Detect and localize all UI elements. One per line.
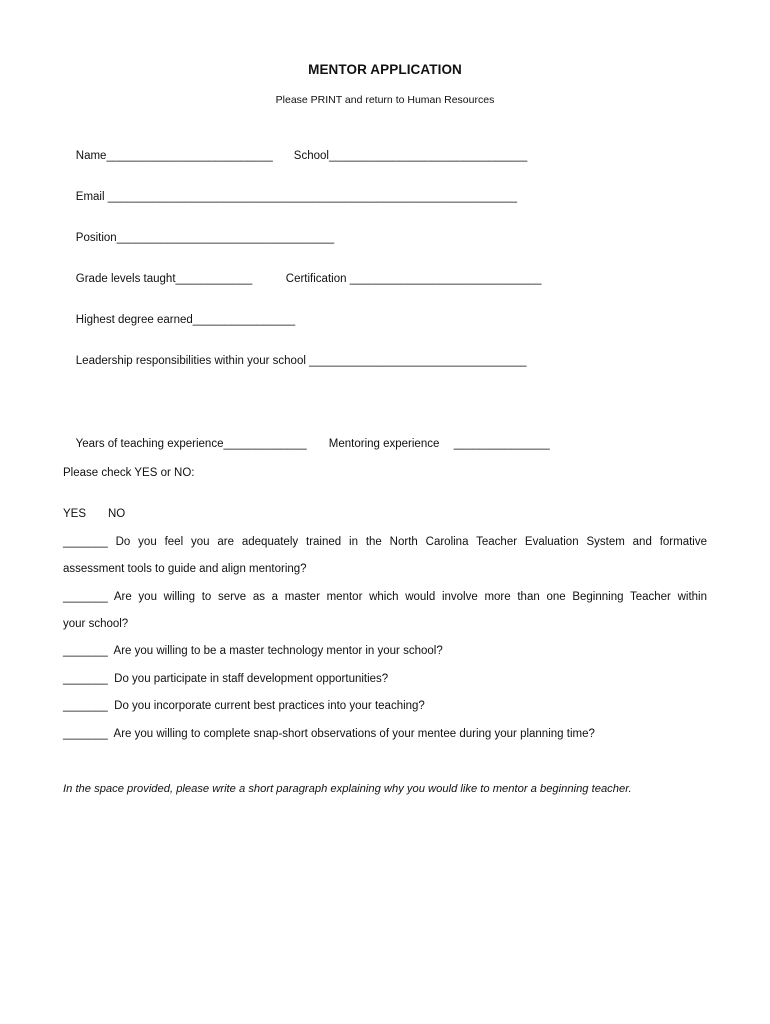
school-field-wrap <box>281 138 527 174</box>
leadership-field[interactable]: Leadership responsibilities within your school __________________________________ <box>75 355 527 367</box>
question-1-line-2: assessment tools to guide and align mentoring? <box>63 563 307 575</box>
name-school-row <box>63 138 273 174</box>
highest-degree-row <box>63 302 295 338</box>
email-field[interactable]: Email ________________________________________________________________ <box>75 191 518 203</box>
question-3[interactable]: _______ Are you willing to be a master technology mentor in your school? <box>63 645 443 657</box>
mentoring-experience-field[interactable]: _______________ <box>453 438 550 450</box>
mentoring-experience-blank-wrap <box>441 426 550 462</box>
essay-instruction: In the space provided, please write a short paragraph explaining why you would like to mentor a beginning teacher. <box>63 783 632 795</box>
grade-levels-field[interactable]: Grade levels taught____________ <box>75 273 253 285</box>
mentoring-experience-wrap <box>316 426 439 462</box>
position-row <box>63 220 334 256</box>
certification-field[interactable]: Certification ______________________________ <box>285 273 542 285</box>
highest-degree-field[interactable]: Highest degree earned________________ <box>75 314 296 326</box>
question-1-line-1[interactable]: _______ Do you feel you are adequately trained in the North Carolina Teacher Evaluation System and formative <box>63 536 707 548</box>
grade-levels-row <box>63 261 252 297</box>
question-6[interactable]: _______ Are you willing to complete snap-short observations of your mentee during your planning time? <box>63 728 595 740</box>
page-subtitle: Please PRINT and return to Human Resources <box>275 94 495 106</box>
page-title: MENTOR APPLICATION <box>308 62 462 77</box>
question-2-line-1[interactable]: _______ Are you willing to serve as a master mentor which would involve more than one Beginning Teacher within <box>63 591 707 603</box>
name-field[interactable]: Name__________________________ <box>75 150 273 162</box>
position-field-tail[interactable]: ____________ <box>257 232 335 244</box>
certification-wrap <box>273 261 542 297</box>
position-field[interactable]: Position______________________ <box>75 232 258 244</box>
email-row <box>63 179 517 215</box>
years-teaching-field[interactable]: Years of teaching experience_____________ <box>75 438 307 450</box>
years-teaching-row <box>63 426 307 462</box>
school-field[interactable]: School_______________________________ <box>293 150 528 162</box>
mentoring-experience-label: Mentoring experience <box>328 438 440 450</box>
yes-label: YES <box>63 508 87 520</box>
no-label: NO <box>108 508 126 520</box>
check-instruction: Please check YES or NO: <box>63 467 195 479</box>
question-5[interactable]: _______ Do you incorporate current best practices into your teaching? <box>63 700 425 712</box>
question-2-line-2: your school? <box>63 618 129 630</box>
leadership-row <box>63 343 527 379</box>
question-4[interactable]: _______ Do you participate in staff development opportunities? <box>63 673 389 685</box>
